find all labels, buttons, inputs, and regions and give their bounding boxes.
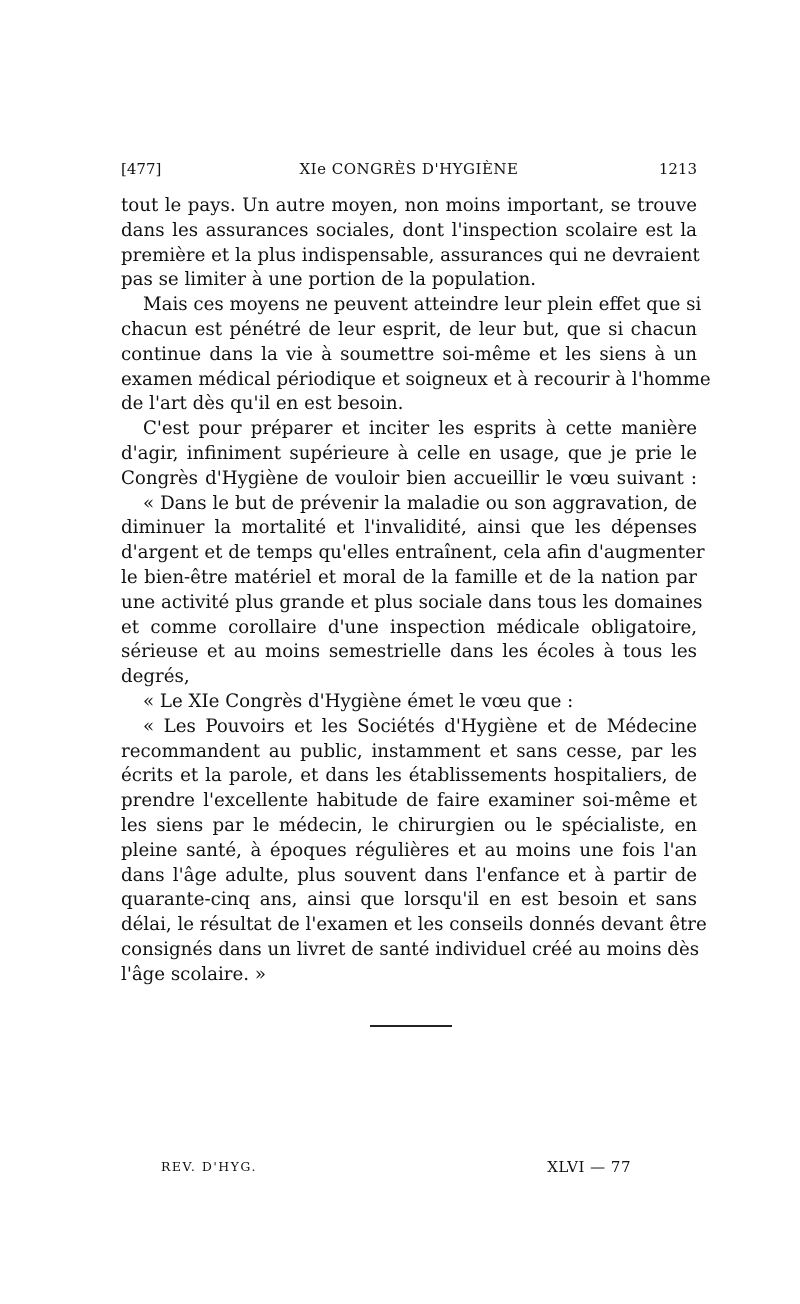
text-line: diminuer la mortalité et l'invalidité, ainsi que les dépenses [121,517,697,539]
text-line: d'agir, infiniment supérieure à celle en usage, que je prie le [121,442,697,464]
text-line: prendre l'excellente habitude de faire examiner soi-même et [121,790,697,812]
text-line: l'âge scolaire. » [121,963,266,985]
text-line: degrés, [121,666,190,688]
text-line: tout le pays. Un autre moyen, non moins important, se trouve [121,195,697,216]
text-line: examen médical périodique et soigneux et à recourir à l'homme [121,368,711,390]
text-line: délai, le résultat de l'examen et les conseils donnés devant être [121,914,707,936]
section-divider [370,1025,452,1027]
text-line: d'argent et de temps qu'elles entraînent, cela afin d'augmenter [121,542,705,564]
body-text [121,194,711,988]
text-line: première et la plus indispensable, assurances qui ne devraient [121,244,700,266]
running-title: XIe CONGRÈS D'HYGIÈNE [299,160,519,178]
journal-abbreviation: REV. D'HYG. [161,1159,257,1174]
text-line: dans l'âge adulte, plus souvent dans l'enfance et à partir de [121,864,697,886]
text-line: et comme corollaire d'une inspection médicale obligatoire, [121,616,697,638]
text-line: Mais ces moyens ne peuvent atteindre leur plein effet que si [143,294,702,316]
text-line: dans les assurances sociales, dont l'inspection scolaire est la [121,219,697,241]
text-line: recommandent au public, instamment et sans cesse, par les [121,740,697,762]
text-line: quarante-cinq ans, ainsi que lorsqu'il en est besoin et sans [121,889,697,911]
page-reference: [477] [121,160,162,178]
text-line: consignés dans un livret de santé individuel créé au moins dès [121,938,700,960]
text-line: pleine santé, à époques régulières et au moins une fois l'an [121,839,697,861]
text-line: les siens par le médecin, le chirurgien ou le spécialiste, en [121,814,697,836]
page-footer [161,1155,631,1179]
text-line: écrits et la parole, et dans les établissements hospitaliers, de [121,765,697,787]
text-line: pas se limiter à une portion de la population. [121,269,536,291]
text-line: « Dans le but de prévenir la maladie ou son aggravation, de [143,492,697,514]
text-line: Congrès d'Hygiène de vouloir bien accueillir le vœu suivant : [121,467,697,489]
text-line: chacun est pénétré de leur esprit, de leur but, que si chacun [121,318,697,340]
page-number: 1213 [658,160,697,178]
volume-signature: XLVI — 77 [547,1158,631,1176]
text-line: « Les Pouvoirs et les Sociétés d'Hygiène et de Médecine [143,715,697,737]
text-line: C'est pour préparer et inciter les esprits à cette manière [143,418,697,440]
text-line: une activité plus grande et plus sociale dans tous les domaines [121,591,703,613]
text-line: le bien-être matériel et moral de la famille et de la nation par [121,566,697,588]
text-line: de l'art dès qu'il en est besoin. [121,393,404,415]
text-line: continue dans la vie à soumettre soi-même et les siens à un [121,343,697,365]
text-line: sérieuse et au moins semestrielle dans les écoles à tous les [121,641,697,663]
text-line: « Le XIe Congrès d'Hygiène émet le vœu que : [143,690,574,712]
running-header [121,157,697,181]
